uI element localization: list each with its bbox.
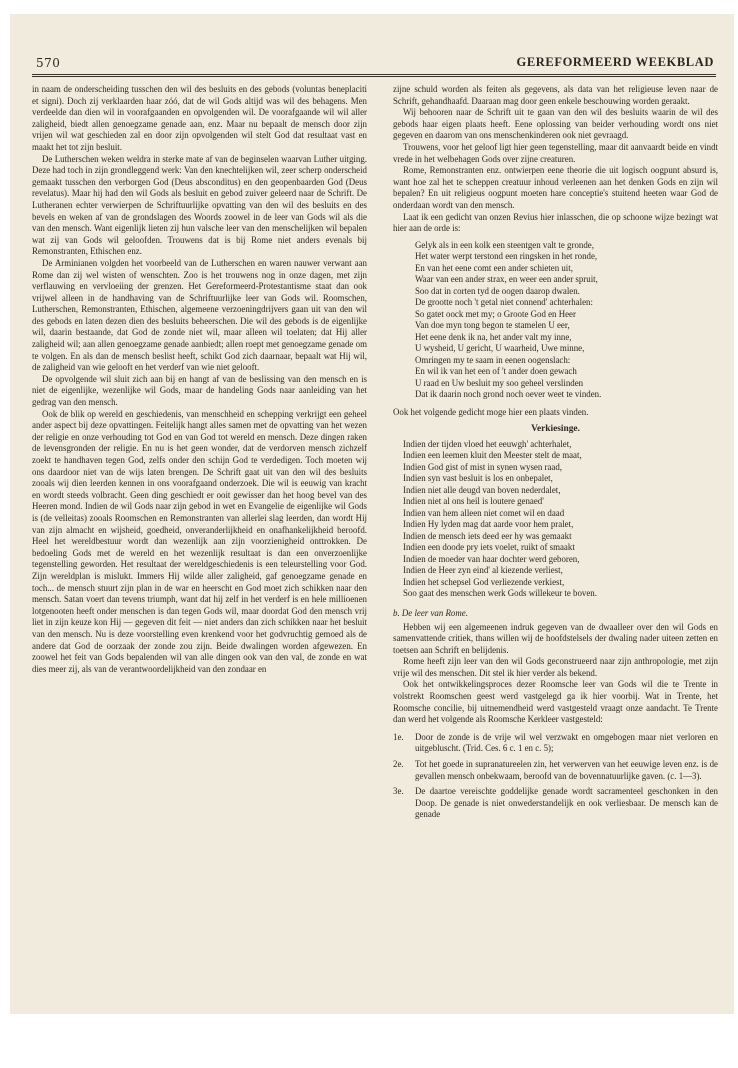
poem-line: En van het eene comt een ander schieten uit, [415, 262, 573, 273]
paragraph: zijne schuld worden als feiten als gegevens, als data van het religieuse leven naar de Schrift, gehandhaafd. Daaraan mag door geen enkele beschouwing worden geraakt. [393, 84, 718, 106]
page-header [32, 54, 716, 77]
right-column [393, 84, 718, 825]
canon-label: 3e. [393, 786, 404, 797]
paragraph: De opvolgende wil sluit zich aan bij en hangt af van de beslissing van den mensch en is niet de eigenlijke, wezenlijke wil Gods, maar de handeling Gods naar aanleiding van het gedrag van den mensch. [32, 373, 367, 408]
section-label: b. [393, 607, 400, 618]
list-item [393, 786, 718, 821]
canon-text: Tot het goede in supranatureelen zin, het verwerven van het eeuwige leven enz. is de gevallen mensch onbekwaam, beroofd van de bovennatuurlijke gaven. (c. 1—3). [415, 759, 718, 781]
poem-line: Van doe myn tong begon te stamelen U eer, [415, 320, 570, 331]
canon-list [393, 732, 718, 821]
paragraph: De Arminianen volgden het voorbeeld van de Lutherschen en waren nauwer verwant aan Rome dan zij wel wisten of wenschten. Zoo is het trouwens nog in onze dagen, met zijn verflauwing en vervloeiing der grenzen. Het Gereformeerd-Protestantisme staat dan ook vrijwel alleen in de handhaving van de Schriftuurlijke leer van Gods wil. Roomschen, Lutherschen, Remonstranten, Ethischen, algemeene verzoeningdrijvers gaan uit van den wil des gebods en laten dezen dien des besluits beheerschen. Die wil des gebods is de eigenlijke wil, daarin bestaande, dat God de zonde niet wil, maar alleen wil toelaten; dat Hij aller zaligheid wil; aan allen genoegzame genade aanbiedt; allen roept met genoegzame genade om te volgen. En als dan de mensch beslist heeft, schikt God zich daarnaar, bepaalt wat Hij wil, de zaligheid van wie gelooft en het verderf van wie niet gelooft. [32, 257, 367, 373]
poem-line: Indien der tijden vloed het eeuwgh' achterhalet, [403, 438, 572, 449]
poem-line: Indien het schepsel God verliezende verkiest, [403, 576, 565, 587]
list-item [393, 759, 718, 782]
paragraph: Ook het ontwikkelingsproces dezer Roomsche leer van Gods wil die te Trente in volstrekt Roomschen geest werd vastgelegd ga ik hier voorbij. Wat in Trente, het Roomsche concilie, bij uitnemendheid werd vastgesteld vraagt onze aandacht. Te Trente dan werd het volgende als Roomsche Kerkleer vastgesteld: [393, 679, 718, 725]
poem-line: Indien van hem alleen niet comet wil en daad [403, 507, 565, 518]
section-title: De leer van Rome. [401, 607, 468, 618]
paragraph: Trouwens, voor het geloof ligt hier geen tegenstelling, maar dit aanvaardt beide en vindt vrede in het welbehagen Gods over zijne creaturen. [393, 141, 718, 164]
left-column [32, 84, 367, 675]
poem-line: Indien niet alle deugd van boven nederdalet, [403, 484, 561, 495]
poem-verkiesinge [403, 439, 718, 600]
poem-title: Verkiesinge. [531, 424, 580, 435]
second-poem-intro: Ook het volgende gedicht moge hier een plaats vinden. [393, 406, 589, 417]
poem-line: En wil ik van het een of 't ander doen gewach [415, 366, 577, 377]
poem-line: Indien niet al ons heil is loutere genaed' [403, 496, 544, 507]
page-number: 570 [36, 56, 61, 70]
list-item [393, 732, 718, 755]
canon-text: De daartoe vereischte goddelijke genade wordt sacramenteel geschonken in den Doop. De genade is niet onwederstandelijk en ook verliesbaar. De mensch kan de genade [415, 786, 718, 820]
paragraph: Laat ik een gedicht van onzen Revius hier inlasschen, die op schoone wijze bezingt wat hier aan de orde is: [393, 211, 718, 234]
poem-line: Omringen my te saam in eenen oogenslach: [415, 354, 571, 365]
poem-line: Indien een leemen kluit den Meester stelt de maat, [403, 450, 582, 461]
poem-line: Indien Hy lyden mag dat aarde voor hem pralet, [403, 519, 574, 530]
poem-line: Dat ik daarin noch grond noch oever weet te vinden. [415, 389, 602, 400]
paragraph: Wij behooren naar de Schrift uit te gaan van den wil des besluits waarin de wil des gebods haar eigen plaats heeft. Eene oplossing van beider verhouding wordt ons niet gegeven en daarom van ons menschenkinderen ook niet gevraagd. [393, 107, 718, 141]
canon-label: 1e. [393, 731, 404, 742]
scanned-page [10, 14, 734, 1014]
paragraph: Rome, Remonstranten enz. ontwierpen eene theorie die uit logisch oogpunt absurd is, want hoe zal het te scheppen creatuur inhoud verleenen aan het denken Gods en zijn wil bepalen? En uit religieus oogpunt moeten hare conceptie's stuitend heeten waar God de onderdaan wordt van den mensch. [393, 165, 718, 210]
poem-line: Soo dat in corten tyd de oogen daarop dwalen. [415, 285, 580, 296]
poem-line: So gatet oock met my; o Groote God en Heer [415, 308, 576, 319]
poem-line: Indien de mensch iets deed eer hy was gemaakt [403, 530, 572, 541]
canon-text: Door de zonde is de vrije wil wel verzwakt en omgebogen maar niet verloren en uitgebluscht. (Trid. Ces. 6 c. 1 en c. 5); [415, 731, 718, 754]
poem-line: Het water werpt terstond een ringsken in het ronde, [415, 251, 598, 262]
poem-line: Gelyk als in een kolk een steentgen valt te gronde, [415, 239, 594, 250]
poem-line: De grootte noch 't getal niet connend' achterhalen: [415, 297, 593, 308]
poem-line: Indien de moeder van haar dochter werd geboren, [403, 553, 580, 564]
poem-line: Indien de Heer zyn eind' al kiezende verliest, [403, 565, 563, 576]
poem-line: Indien een doode pry iets voelet, ruikt of smaakt [403, 542, 575, 553]
paragraph: in naam de onderscheiding tusschen den wil des besluits en des gebods (voluntas beneplaciti et signi). Doch zij verklaarden haar zóó, dat de wil Gods altijd was wil des behagens. Men verdeelde dan dien wil in voorafgaanden en opvolgenden wil. De voorafgaande wil wil aller zaligheid, biedt allen genoegzame genade aan, enz. Maar nu bepaalt de mensch door zijn vrijen wil wat geschieden zal en door zijn opvolgenden wil stelt God dat resultaat vast en maakt het tot zijn besluit. [32, 84, 367, 152]
paragraph: De Lutherschen weken weldra in sterke mate af van de beginselen waarvan Luther uitging. Deze had toch in zijn grondleggend werk: Van den knechtelijken wil, zeer scherp onderscheid gemaakt tusschen den verborgen God (Deus absconditus) en den geopenbaarden God (Deus revelatus). Maar hij had den wil Gods als besluit en gebod zuiver geleerd naar de Schrift. De Lutheranen echter verwierpen de Schriftuurlijke opvatting van den wil des besluits en des bevels en weken af van de grondslagen des Woords zoowel in de leer van Gods wil als die van den mensch. Want eigenlijk lieten zij hun valsche leer van den menschelijken wil bepalen wat zij van Gods wil geloofden. Trouwens dat is bij Rome niet anders evenals bij Remonstranten, Ethischen enz. [32, 153, 367, 257]
canon-label: 2e. [393, 759, 404, 770]
paragraph: Ook de blik op wereld en geschiedenis, van menschheid en schepping verkrijgt een geheel ander aspect bij deze opvattingen. Feitelijk hangt alles samen met de opvatting van het wezen der religie en onze verhouding tot God en van God tot wereld en mensch. Deze dingen raken de levensgronden der religie. En nu is het geen wonder, dat de verdorven mensch zichzelf zoekt te handhaven tegen God, zelfs onder den schijn God te verdedigen. Toch moeten wij ons daardoor niet van de wijs laten brengen. De Schrift gaat uit van den wil des besluits zooals wij dien leerden kennen in ons voorafgaand onderzoek. Die wil is eeuwig van kracht en wordt steeds volbracht. Geen ding geschiedt er ooit gewisser dan het hoog bevel van des Heeren mond. Indien de wil Gods naar zijn gebod in wet en Evangelie de eigenlijke wil Gods is (de velleitas) zooals Roomschen en Remonstranten van allerlei slag leerden, dan wordt Hij van zijn almacht en wijsheid, goedheid, onveranderlijkheid en onafhankelijkheid beroofd. Heel het wereldbestuur wordt dan wezenlijk aan zijn voorzienigheid onttrokken. De bedoeling Gods met de wereld en het wezenlijk resultaat is dan een onverzoenlijke tegenstelling geworden. Het resultaat der wereldgeschiedenis is een teleurstelling voor God. Zijn wereldplan is mislukt. Immers Hij wilde aller zaligheid, gaf genoegzame genade en toch... de mensch stuurt zijn plan in de war en heerscht en God moet zich schikken naar den mensch. Satan voert dan tevens triumph, want dat hij zelf in het verderf is en hele millioenen lotgenooten heeft onder menschen is dan tegen Gods wil, maar doordat God den mensch vrij liet in zijn keuze kon Hij — gegeven dit feit — niet anders dan zich schikken naar het besluit van den mensch. Nu is deze voorstelling even krenkend voor het godvruchtig gemoed als de andere dat God de oorzaak der zonde zou zijn. Beide dwalingen worden afgewezen. En zoowel het feit van Gods bepalenden wil van alle dingen ook van den val, de zonde en wat dies meer zij, als van de verantwoordelijkheid van den zondaar en [32, 408, 367, 674]
poem-line: Waar van een ander strax, en weer een ander spruit, [415, 274, 598, 285]
poem-revius [415, 240, 718, 401]
poem-line: U raad en Uw besluit my soo geheel verslinden [415, 377, 584, 388]
journal-title: GEREFORMEERD WEEKBLAD [516, 55, 714, 69]
poem-line: Het eene denk ik na, het ander valt my inne, [415, 331, 572, 342]
poem-line: Indien syn vast besluit is los en onbepalet, [403, 473, 553, 484]
paragraph: Hebben wij een algemeenen indruk gegeven van de dwaalleer over den wil Gods en samenvattende critiek, thans willen wij de hoofdstelsels der dwaling nader uiteen zetten en toetsen aan Schrift en belijdenis. [393, 621, 718, 655]
poem-line: Indien God gist of mist in synen wysen raad, [403, 461, 562, 472]
poem-line: U wysheid, U gericht, U waarheid, Uwe minne, [415, 343, 585, 354]
poem-line: Soo gaat des menschen werk Gods willekeur te boven. [403, 588, 597, 599]
paragraph: Rome heeft zijn leer van den wil Gods geconstrueerd naar zijn anthropologie, met zijn vrije wil des menschen. Dit stel ik hier verder als bekend. [393, 656, 718, 678]
section-heading [393, 608, 718, 620]
